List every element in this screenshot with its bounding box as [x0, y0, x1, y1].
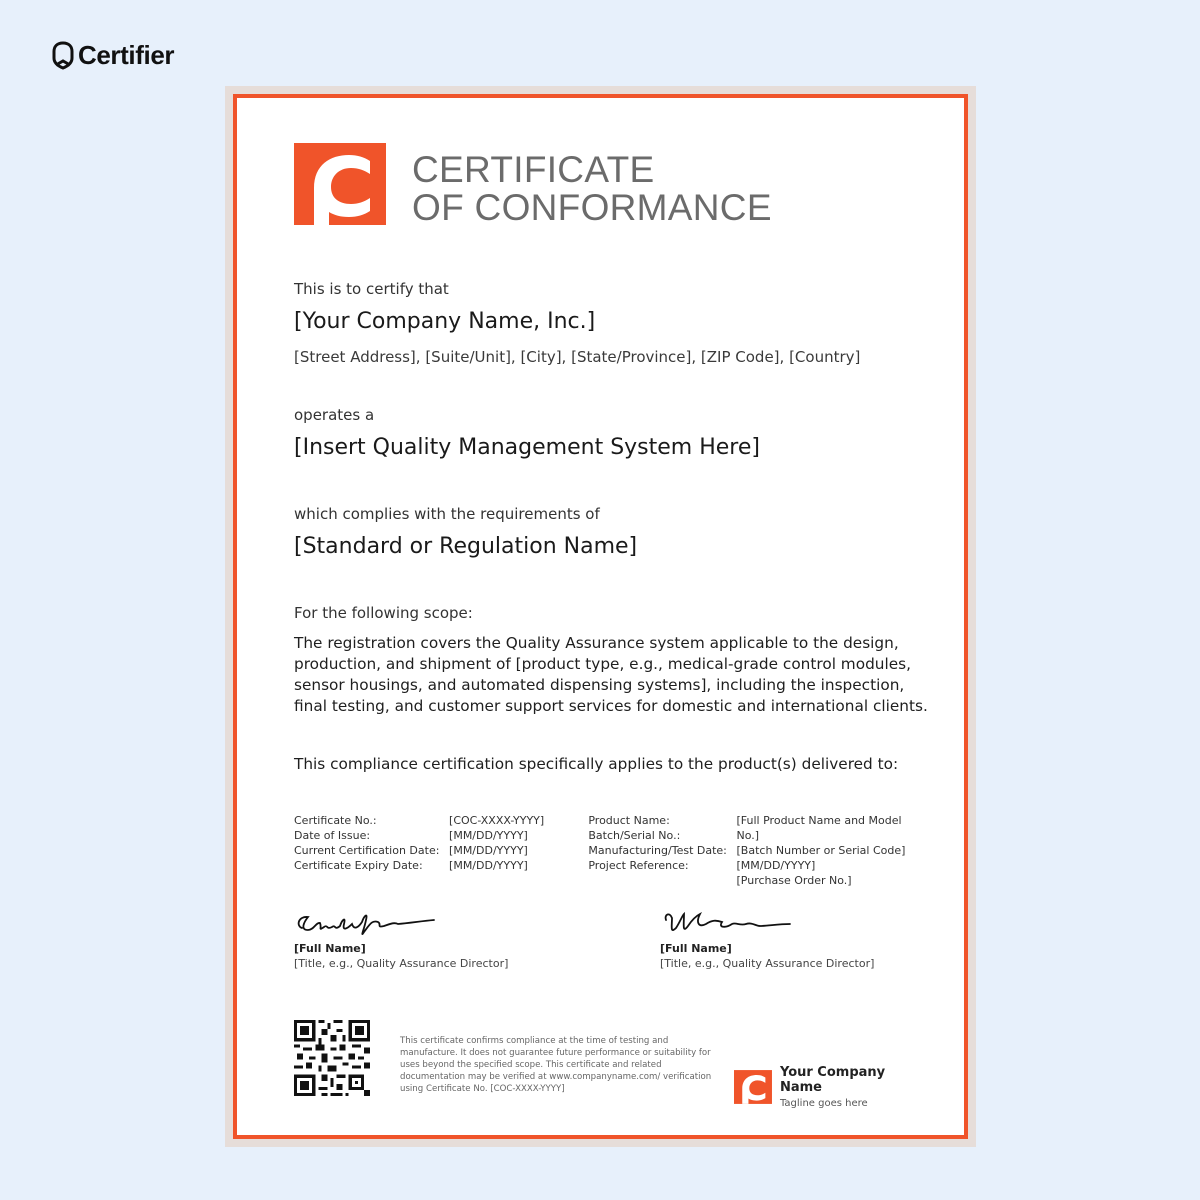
signatory-2-title: [Title, e.g., Quality Assurance Director]: [660, 957, 875, 970]
operates-label: operates a: [294, 406, 375, 424]
signature-block-1: [294, 908, 508, 970]
certificate-content: [284, 138, 928, 1135]
signatory-1-title: [Title, e.g., Quality Assurance Director]: [294, 957, 509, 970]
signature-1-image: [294, 908, 439, 940]
company-name: [Your Company Name, Inc.]: [294, 309, 596, 334]
detail-label: Current Certification Date:: [294, 844, 440, 857]
certificate-header: [294, 143, 772, 227]
detail-label: Project Reference:: [588, 859, 689, 872]
signature-block-2: [660, 908, 874, 970]
qms-name: [Insert Quality Management System Here]: [294, 435, 760, 460]
footer-company-name: Your Company Name: [779, 1065, 886, 1095]
detail-label: Certificate No.:: [294, 814, 377, 827]
detail-label: Product Name:: [588, 814, 670, 827]
detail-value: [Full Product Name and Model No.]: [736, 814, 902, 842]
company-footer-text: [780, 1065, 924, 1109]
brand-name: Certifier: [78, 40, 175, 70]
certificate-frame: [233, 94, 968, 1139]
delivered-label: This compliance certification specifically applies to the product(s) delivered to:: [294, 755, 899, 773]
detail-value: [MM/DD/YYYY]: [736, 859, 816, 872]
detail-value: [Batch Number or Serial Code]: [736, 844, 906, 857]
details-left-labels: [294, 813, 449, 888]
certificate-title: [412, 151, 772, 227]
details-left-values: [449, 813, 588, 888]
scope-label: For the following scope:: [294, 604, 473, 622]
details-right-labels: [588, 813, 736, 888]
company-c-small-logo-icon: [734, 1069, 772, 1105]
complies-label: which complies with the requirements of: [294, 505, 600, 523]
qr-code-icon: [294, 1020, 370, 1096]
title-line-2: OF CONFORMANCE: [412, 187, 772, 228]
certify-intro: This is to certify that: [294, 280, 449, 298]
detail-label: Manufacturing/Test Date:: [588, 844, 727, 857]
certifier-brand: [52, 40, 174, 71]
company-c-logo-icon: [294, 143, 386, 225]
details-table: [294, 813, 924, 888]
signature-2-image: [660, 908, 805, 940]
scope-text: The registration covers the Quality Assurance system applicable to the design, production, and shipment of [product type, e.g., medical-grade control modules, sensor housings, and automated dispensing systems], including the inspection, final testing, and customer support services for domestic and international clients.: [294, 634, 928, 715]
detail-label: Date of Issue:: [294, 829, 371, 842]
detail-value: [MM/DD/YYYY]: [449, 859, 528, 872]
title-line-1: CERTIFICATE: [412, 149, 655, 190]
company-address: [Street Address], [Suite/Unit], [City], [State/Province], [ZIP Code], [Country]: [294, 348, 861, 366]
certificate-paper: [225, 86, 976, 1147]
signatory-1-name: [Full Name]: [294, 942, 366, 955]
detail-label: Batch/Serial No.:: [588, 829, 681, 842]
certifier-shield-icon: [52, 41, 74, 71]
detail-value: [MM/DD/YYYY]: [449, 829, 528, 842]
detail-value: [Purchase Order No.]: [736, 874, 852, 887]
company-footer-logo: [734, 1065, 924, 1109]
footer-tagline: Tagline goes here: [779, 1098, 868, 1109]
detail-label: Certificate Expiry Date:: [294, 859, 423, 872]
detail-value: [COC-XXXX-YYYY]: [449, 814, 545, 827]
details-right-values: [737, 813, 924, 888]
disclaimer-text: This certificate confirms compliance at the time of testing and manufacture. It does not guarantee future performance or suitability for uses beyond the specified scope. This certificate and related documentation may be verified at www.companyname.com/ verification using Certificate No. [COC-XXXX-YYYY]: [400, 1036, 712, 1094]
signatory-2-name: [Full Name]: [660, 942, 732, 955]
standard-name: [Standard or Regulation Name]: [294, 534, 638, 559]
detail-value: [MM/DD/YYYY]: [449, 844, 528, 857]
